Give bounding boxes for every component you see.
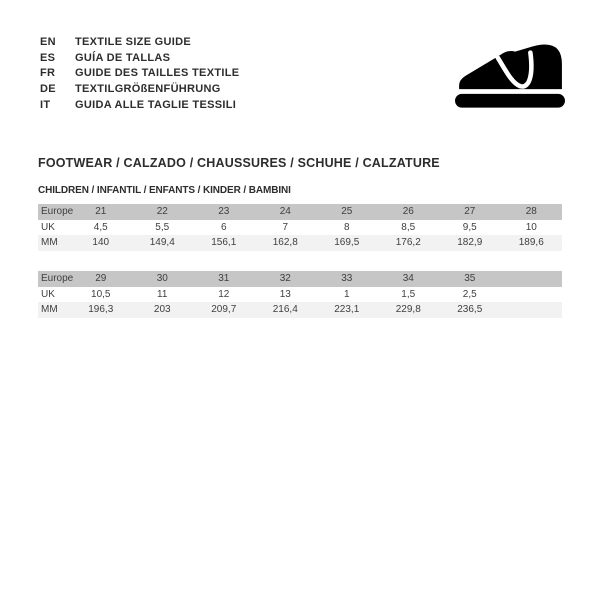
size-cell: 2,5 bbox=[462, 288, 477, 300]
language-row-fr bbox=[40, 66, 239, 82]
size-cell: 8 bbox=[343, 221, 350, 233]
size-cell: 196,3 bbox=[88, 304, 114, 316]
children-shoe-icon bbox=[453, 40, 567, 110]
row-label: UK bbox=[41, 288, 55, 300]
size-cell: 182,9 bbox=[457, 237, 483, 249]
table-row-europe bbox=[38, 204, 562, 220]
size-cell: 9,5 bbox=[462, 221, 477, 233]
size-cell: 26 bbox=[402, 206, 414, 218]
size-cell: 10 bbox=[525, 221, 537, 233]
row-label: Europe bbox=[41, 206, 74, 218]
size-cell: 10,5 bbox=[91, 288, 111, 300]
size-cell: 30 bbox=[156, 273, 168, 285]
language-code: IT bbox=[40, 99, 51, 112]
size-cell: 1 bbox=[343, 288, 350, 300]
size-cell: 13 bbox=[279, 288, 291, 300]
size-table-children-2 bbox=[38, 271, 562, 318]
size-cell: 21 bbox=[95, 206, 107, 218]
language-row-en bbox=[40, 34, 239, 50]
size-cell: 11 bbox=[157, 288, 168, 300]
size-cell: 236,5 bbox=[457, 304, 483, 316]
size-cell: 169,5 bbox=[334, 237, 360, 249]
size-cell: 162,8 bbox=[272, 237, 298, 249]
table-row-mm bbox=[38, 235, 562, 251]
language-list bbox=[40, 34, 239, 113]
size-cell: 140 bbox=[92, 237, 110, 249]
section-subtitle: CHILDREN / INFANTIL / ENFANTS / KINDER / BAMBINI bbox=[38, 185, 291, 196]
size-cell: 24 bbox=[279, 206, 291, 218]
section-title: FOOTWEAR / CALZADO / CHAUSSURES / SCHUHE / CALZATURE bbox=[38, 156, 440, 170]
size-cell: 33 bbox=[341, 273, 353, 285]
table-row-uk bbox=[38, 287, 562, 303]
size-cell: 23 bbox=[218, 206, 230, 218]
size-cell: 176,2 bbox=[395, 237, 421, 249]
size-cell: 189,6 bbox=[518, 237, 544, 249]
row-label: Europe bbox=[41, 273, 74, 285]
language-label: GUIDE DES TAILLES TEXTILE bbox=[75, 67, 240, 80]
language-code: ES bbox=[40, 51, 56, 64]
language-code: FR bbox=[40, 67, 56, 80]
size-cell: 203 bbox=[153, 304, 171, 316]
language-row-es bbox=[40, 50, 239, 66]
size-cell: 216,4 bbox=[272, 304, 298, 316]
language-label: TEXTILE SIZE GUIDE bbox=[75, 35, 192, 48]
language-row-it bbox=[40, 97, 239, 113]
size-cell: 229,8 bbox=[395, 304, 421, 316]
language-label: GUÍA DE TALLAS bbox=[75, 51, 171, 64]
size-cell: 4,5 bbox=[93, 221, 108, 233]
size-cell: 1,5 bbox=[401, 288, 416, 300]
size-cell: 223,1 bbox=[334, 304, 360, 316]
size-cell: 32 bbox=[279, 273, 291, 285]
size-cell: 29 bbox=[95, 273, 107, 285]
size-cell: 12 bbox=[218, 288, 230, 300]
size-cell: 8,5 bbox=[401, 221, 416, 233]
table-row-uk bbox=[38, 220, 562, 236]
row-label: MM bbox=[41, 304, 58, 316]
language-row-de bbox=[40, 81, 239, 97]
language-code: DE bbox=[40, 83, 56, 96]
size-cell: 25 bbox=[341, 206, 353, 218]
language-label: GUIDA ALLE TAGLIE TESSILI bbox=[75, 99, 237, 112]
row-label: MM bbox=[41, 237, 58, 249]
size-cell: 31 bbox=[218, 273, 230, 285]
size-cell: 6 bbox=[220, 221, 227, 233]
size-cell: 149,4 bbox=[149, 237, 175, 249]
size-cell: 156,1 bbox=[211, 237, 237, 249]
size-cell: 34 bbox=[402, 273, 414, 285]
size-table-children-1 bbox=[38, 204, 562, 251]
table-row-mm bbox=[38, 302, 562, 318]
size-cell: 35 bbox=[464, 273, 476, 285]
language-label: TEXTILGRÖßENFÜHRUNG bbox=[75, 83, 221, 96]
size-cell: 5,5 bbox=[155, 221, 170, 233]
table-row-europe bbox=[38, 271, 562, 287]
size-cell: 209,7 bbox=[211, 304, 237, 316]
size-cell: 22 bbox=[156, 206, 168, 218]
language-code: EN bbox=[40, 35, 56, 48]
size-cell: 7 bbox=[282, 221, 289, 233]
size-cell: 27 bbox=[464, 206, 476, 218]
size-cell: 28 bbox=[525, 206, 537, 218]
row-label: UK bbox=[41, 221, 55, 233]
